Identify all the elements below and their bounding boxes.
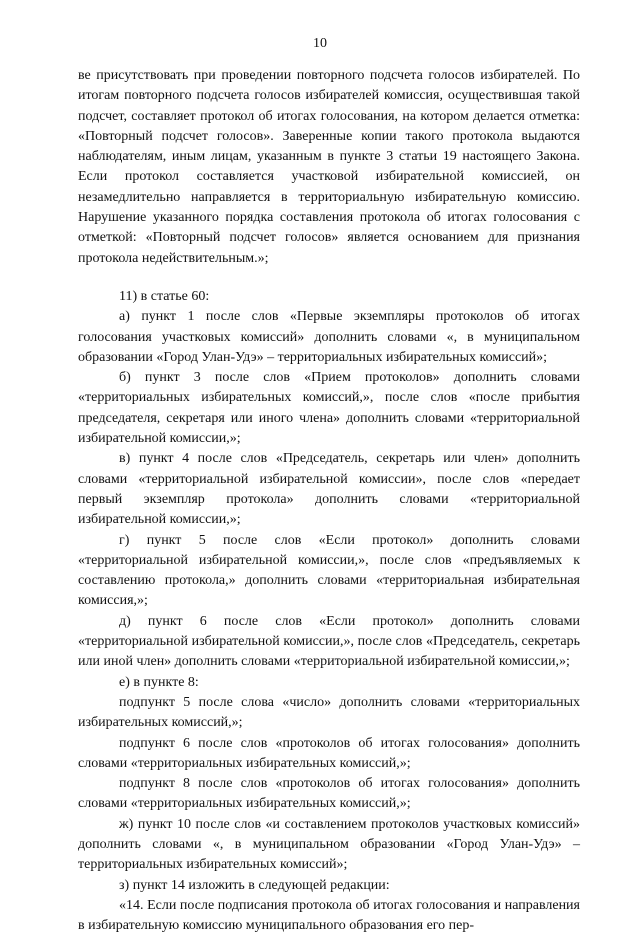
paragraph: подпункт 6 после слов «протоколов об итогах голосования» дополнить словами «территориальных избирательных комиссий,»; [78, 735, 580, 771]
paragraph: г) пункт 5 после слов «Если протокол» дополнить словами «территориальной избирательной комиссии,», после слов «предъявляемых к составлению протокола,» дополнить словами «территориальная избирательная комиссия,»; [78, 532, 580, 609]
paragraph: з) пункт 14 изложить в следующей редакции: [119, 877, 390, 893]
document-body [78, 66, 580, 936]
paragraph: 11) в статье 60: [119, 288, 210, 304]
paragraph: «14. Если после подписания протокола об итогах голосования и направления в избирательную комиссию муниципального образования его пер- [78, 897, 580, 934]
paragraph: а) пункт 1 после слов «Первые экземпляры протоколов об итогах голосования участковых комиссий» дополнить словами «, в муниципальном образовании «Город Улан-Удэ» – территориальных избирательных комиссий»; [78, 309, 580, 365]
paragraph: е) в пункте 8: [119, 674, 199, 690]
paragraph: подпункт 5 после слова «число» дополнить словами «территориальных избирательных комиссий,»; [78, 694, 580, 731]
paragraph: ж) пункт 10 после слов «и составлением протоколов участковых комиссий» дополнить словами «, в муниципальном образовании «Город Улан-Удэ» – территориальных избирательных комиссий»; [78, 816, 580, 873]
paragraph: ве присутствовать при проведении повторного подсчета голосов избирателей. По итогам повторного подсчета голосов избирателей комиссия, осуществившая такой подсчет, составляет протокол об итогах голосования, на котором делается отметка: «Повторный подсчет голосов». Заверенные копии такого протокола выдаются наблюдателям, иным лицам, указанным в пункте 3 статьи 19 настоящего Закона. Если протокол составляется участковой избирательной комиссией, он незамедлительно направляется в территориальную избирательную комиссию. Нарушение указанного порядка составления протокола об итогах голосования с отметкой: «Повторный подсчет голосов» является основанием для признания протокола недействительным.»; [78, 68, 580, 266]
paragraph: в) пункт 4 после слов «Председатель, секретарь или член» дополнить словами «территориальной избирательной комиссии», после слов «передает первый экземпляр протокола» дополнить словами «территориальной избирательной комиссии,»; [78, 451, 580, 528]
paragraph: д) пункт 6 после слов «Если протокол» дополнить словами «территориальной избирательной комиссии,», после слов «Председатель, секретарь или иной член» дополнить словами «территориальной избирательной комиссии,»; [78, 613, 580, 670]
paragraph: б) пункт 3 после слов «Прием протоколов» дополнить словами «территориальных избирательных комиссий,», после слов «после прибытия председателя, секретаря или иного члена» дополнить словами «территориальной избирательной комиссии,»; [78, 370, 580, 447]
paragraph-gap [78, 269, 580, 287]
page-number: 10 [313, 36, 327, 51]
paragraph: подпункт 8 после слов «протоколов об итогах голосования» дополнить словами «территориальных избирательных комиссий,»; [78, 776, 580, 812]
